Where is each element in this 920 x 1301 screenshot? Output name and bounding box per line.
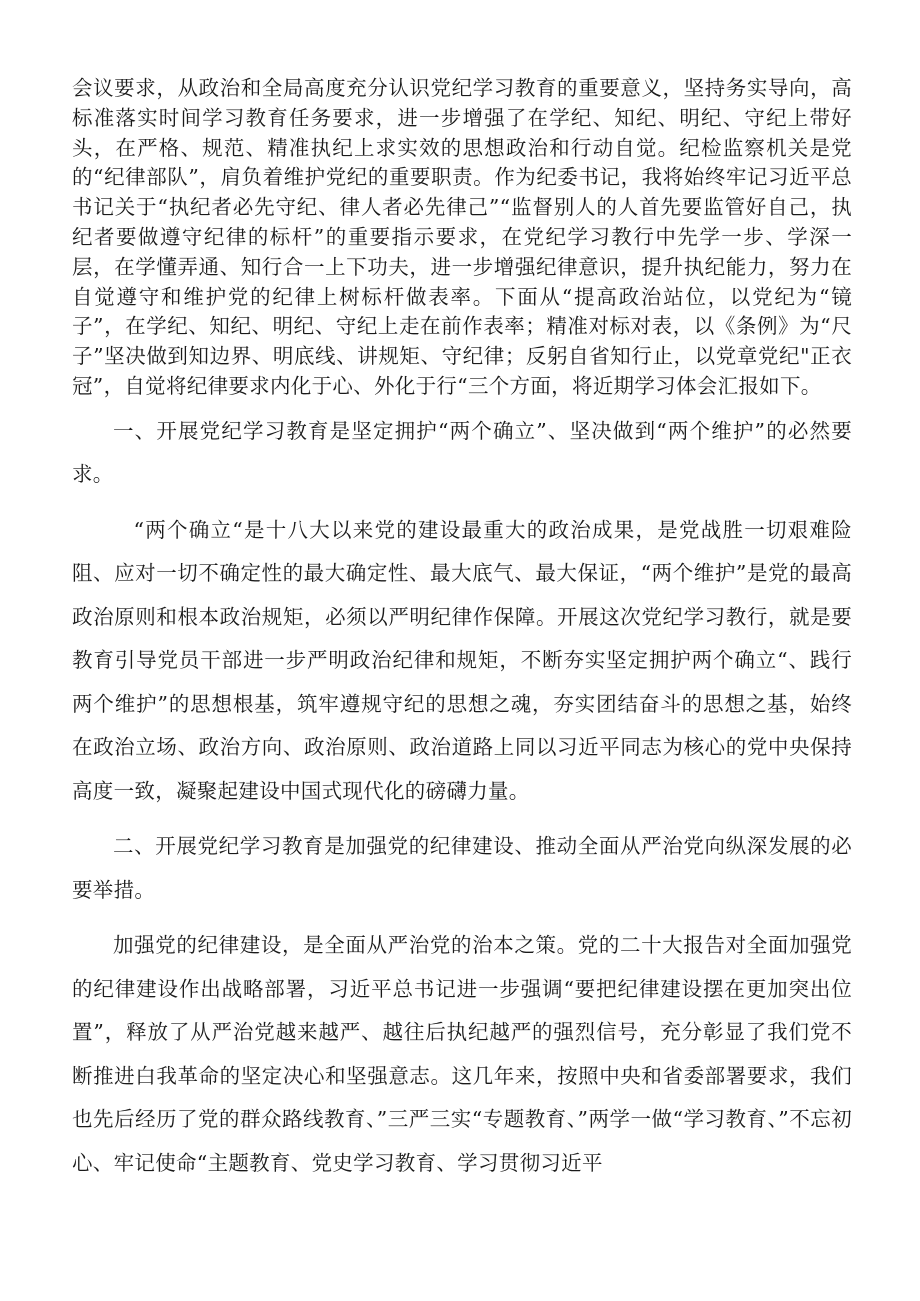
section-heading-1: 一、开展党纪学习教育是坚定拥护“两个确立”、坚决做到“两个维护”的必然要求。 <box>72 418 852 487</box>
paragraph-intro: 会议要求，从政治和全局高度充分认识党纪学习教育的重要意义，坚持务实导向，高标准落实时间学习教育任务要求，进一步增强了在学纪、知纪、明纪、守纪上带好头，在严格、规范、精准执纪上求实效的思想政治和行动自觉。纪检监察机关是党的“纪律部队”，肩负着维护党纪的重要职责。作为纪委书记，我将始终牢记习近平总书记关于“执纪者必先守纪、律人者必先律己”“监督别人的人首先要监管好自己，执纪者要做遵守纪律的标杆”的重要指示要求，在党纪学习教行中先学一步、学深一层，在学懂弄通、知行合一上下功夫，进一步增强纪律意识，提升执纪能力，努力在自觉遵守和维护党的纪律上树标杆做表率。下面从“提高政治站位，以党纪为“镜子”，在学纪、知纪、明纪、守纪上走在前作表率；精准对标对表，以《条例》为“尺子”坚决做到知边界、明底线、讲规矩、守纪律；反躬自省知行止，以党章党纪"正衣冠”，自觉将纪律要求内化于心、外化于行“三个方面，将近期学习体会汇报如下。 <box>72 76 852 398</box>
document-page <box>72 74 852 1185</box>
section-heading-2: 二、开展党纪学习教育是加强党的纪律建设、推动全面从严治党向纵深发展的必要举措。 <box>72 834 852 902</box>
paragraph-section-1: “两个确立“是十八大以来党的建设最重大的政治成果，是党战胜一切艰难险阻、应对一切不确定性的最大确定性、最大底气、最大保证，“两个维护”是党的最高政治原则和根本政治规矩，必须以严明纪律作保障。开展这次党纪学习教行，就是要教育引导党员干部进一步严明政治纪律和规矩，不断夯实坚定拥护两个确立“、践行两个维护”的思想根基，筑牢遵规守纪的思想之魂，夯实团结奋斗的思想之基，始终在政治立场、政治方向、政治原则、政治道路上同以习近平同志为核心的党中央保持高度一致，凝聚起建设中国式现代化的磅礴力量。 <box>72 517 852 803</box>
paragraph-section-2: 加强党的纪律建设，是全面从严治党的治本之策。党的二十大报告对全面加强党的纪律建设作出战略部署，习近平总书记进一步强调“要把纪律建设摆在更加突出位置”，释放了从严治党越来越严、越往后执纪越严的强烈信号，充分彰显了我们党不断推进白我革命的坚定决心和坚强意志。这几年来，按照中央和省委部署要求，我们也先后经历了党的群众路线教育、”三严三实“专题教育、”两学一做“学习教育、”不忘初心、牢记使命“主题教育、党史学习教育、学习贯彻习近平 <box>72 933 852 1175</box>
